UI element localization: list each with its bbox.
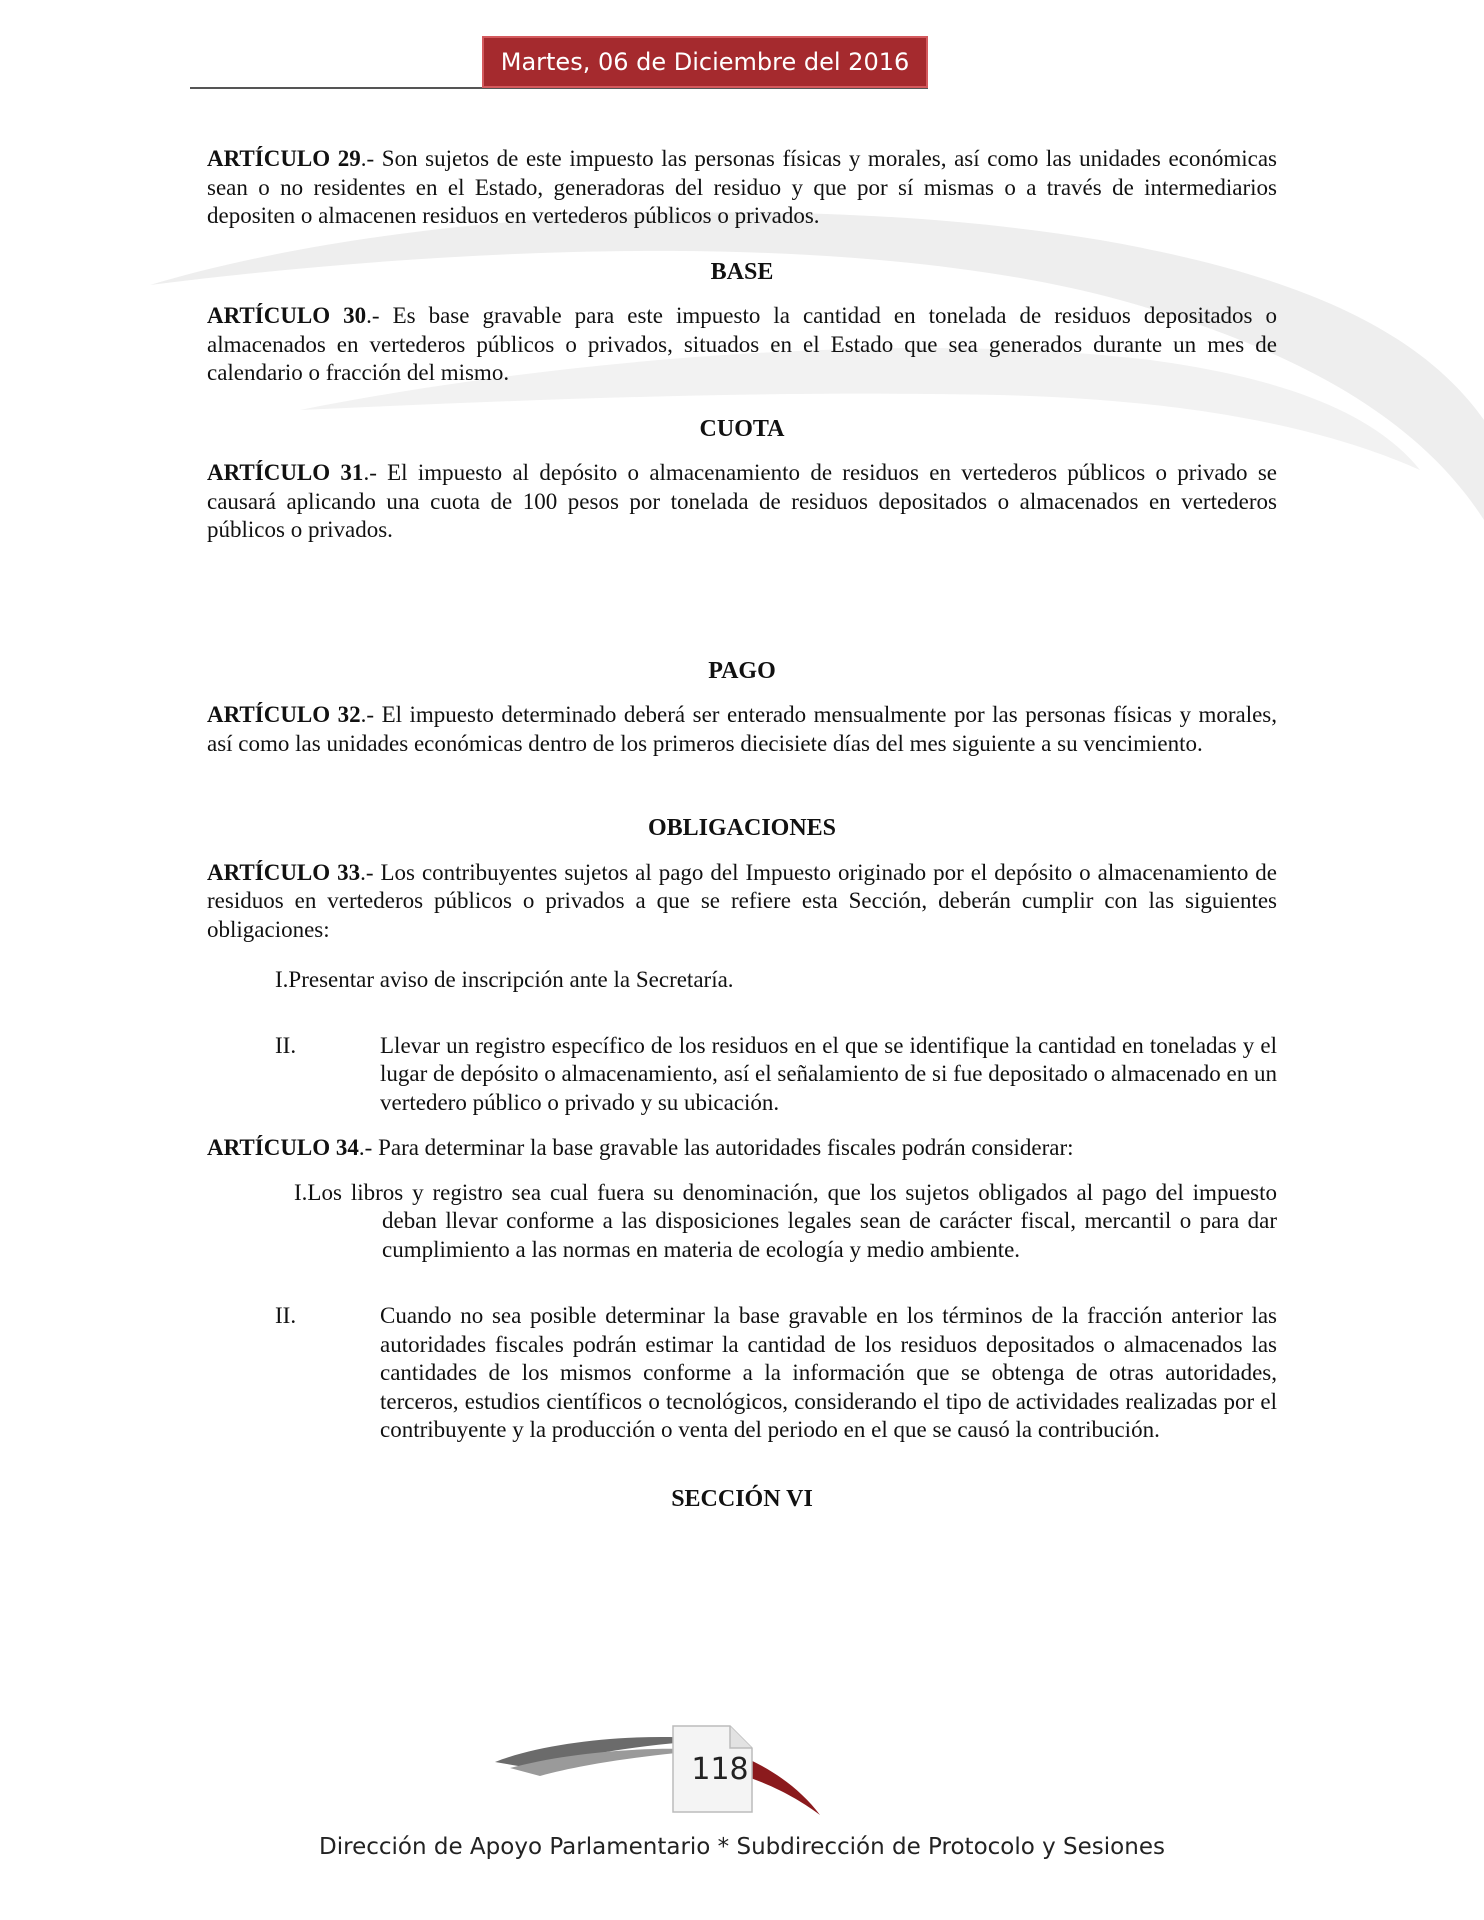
article-text: .- Es base gravable para este impuesto la cantidad en tonelada de residuos depositados o almacenados en vertederos públicos o privados, situados en el Estado que sea generados durante un mes de calendario o fracción del mismo. — [207, 303, 1278, 385]
article-label: ARTÍCULO 33 — [207, 859, 361, 885]
fraction-text: Los libros y registro sea cual fuera su denominación, que los sujetos obligados al pago del impuesto deban llevar conforme a las disposiciones legales sean de carácter fiscal, mercantil o para dar cumplimiento a las normas en materia de ecología y medio ambiente. — [307, 1179, 1277, 1262]
fraction-text: Presentar aviso de inscripción ante la Secretaría. — [288, 967, 734, 992]
article-32 — [207, 701, 1277, 758]
congress-logo-swoosh — [490, 1720, 830, 1830]
article-label: ARTÍCULO 34 — [207, 1135, 359, 1160]
article-label: ARTÍCULO 31 — [207, 460, 364, 485]
article-text: .- El impuesto determinado deberá ser enterado mensualmente por las personas físicas y morales, así como las unidades económicas dentro de los primeros diecisiete días del mes siguiente a su vencimiento. — [207, 702, 1278, 756]
fraction-number: I. — [275, 967, 289, 992]
fraction-text: Cuando no sea posible determinar la base gravable en los términos de la fracción anterior las autoridades fiscales podrán estimar la cantidad de los residuos depositados o almacenados las cantidades de los mismos conforme a la información que se obtenga de otras autoridades, terceros, estudios científicos o tecnológicos, considerando el tipo de actividades realizadas por el contribuyente y la producción o venta del periodo en el que se causó la contribución. — [380, 1303, 1277, 1442]
article-label: ARTÍCULO 30 — [207, 303, 367, 328]
article-text: .- Son sujetos de este impuesto las personas físicas y morales, así como las unidades económicas sean o no residentes en el Estado, generadoras del residuo y que por sí mismas o a través de intermediarios depositen o almacenen residuos en vertederos públicos o privados. — [207, 146, 1278, 228]
article-text: .- El impuesto al depósito o almacenamiento de residuos en vertederos públicos o privado se causará aplicando una cuota de 100 pesos por tonelada de residuos depositados o almacenados en vertederos públicos o privados. — [207, 460, 1277, 542]
heading-pago: PAGO — [708, 657, 776, 684]
article-31 — [207, 459, 1277, 545]
article-33-fraction-1 — [275, 966, 1277, 995]
article-34-fraction-2 — [275, 1302, 1277, 1445]
article-text: .- Para determinar la base gravable las autoridades fiscales podrán considerar: — [358, 1135, 1074, 1160]
heading-cuota: CUOTA — [699, 415, 785, 442]
page-number: 118 — [691, 1752, 749, 1787]
article-34 — [207, 1134, 1277, 1163]
article-29 — [207, 145, 1277, 231]
fraction-text: Llevar un registro específico de los residuos en el que se identifique la cantidad en toneladas y el lugar de depósito o almacenamiento, así el señalamiento de si fue depositado o almacenado en un vertedero público o privado y su ubicación. — [380, 1032, 1277, 1115]
article-30 — [207, 302, 1277, 388]
fraction-number: II. — [275, 1032, 297, 1058]
article-34-fraction-1 — [207, 1179, 1277, 1265]
fraction-number: II. — [275, 1303, 297, 1328]
article-label: ARTÍCULO 29 — [207, 146, 361, 171]
heading-seccion: SECCIÓN VI — [671, 1485, 813, 1512]
heading-base: BASE — [710, 258, 774, 285]
fraction-number: I. — [294, 1179, 308, 1205]
article-33-fraction-2 — [275, 1032, 1277, 1118]
footer-text: Dirección de Apoyo Parlamentario * Subdirección de Protocolo y Sesiones — [319, 1834, 1165, 1860]
header-date-banner: Martes, 06 de Diciembre del 2016 — [482, 36, 928, 88]
article-33 — [207, 859, 1277, 945]
heading-obligaciones: OBLIGACIONES — [647, 815, 837, 841]
article-label: ARTÍCULO 32 — [207, 702, 361, 727]
article-text: .- Los contribuyentes sujetos al pago del Impuesto originado por el depósito o almacenamiento de residuos en vertederos públicos o privados a que se refiere esta Sección, deberán cumplir con las siguientes obligaciones: — [207, 859, 1278, 942]
document-body — [207, 145, 1277, 1513]
